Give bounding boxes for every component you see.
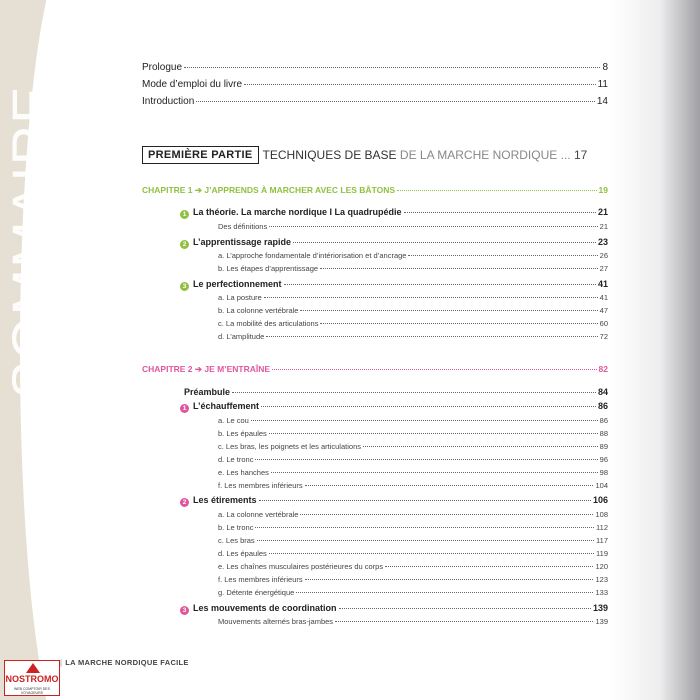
section-label: Les mouvements de coordination: [193, 603, 337, 613]
part-box: PREMIÈRE PARTIE: [142, 146, 259, 164]
footer-separator: |: [60, 658, 63, 667]
section-number-badge: 2: [180, 240, 189, 249]
toc-subentry[interactable]: [218, 319, 608, 328]
subentry-page: 98: [599, 468, 608, 477]
subentry-label: g. Détente énergétique: [218, 588, 295, 597]
subentry-label: f. Les membres inférieurs: [218, 481, 303, 490]
section-number-badge: 1: [180, 210, 189, 219]
logo-tagline: WEB COMPTOIR DES VOYAGEURS: [14, 687, 50, 695]
toc-subentry[interactable]: [218, 416, 608, 425]
part-title-light: DE LA MARCHE NORDIQUE: [399, 148, 558, 162]
entry-page: 11: [597, 79, 608, 90]
subentry-label: e. Les chaînes musculaires postérieures du corps: [218, 562, 384, 571]
chapter-1-heading[interactable]: [142, 185, 608, 196]
section-label: L’apprentissage rapide: [193, 237, 292, 247]
toc-subentry[interactable]: [218, 442, 608, 451]
logo-name: NOSTROMO: [5, 674, 59, 684]
chapter-page: 19: [598, 185, 608, 195]
section-page: 21: [597, 207, 608, 217]
section-page: 139: [592, 603, 608, 613]
page-gutter-shadow: [610, 0, 700, 700]
subentry-page: 123: [595, 575, 608, 584]
subentry-page: 119: [596, 549, 608, 558]
toc-entry-introduction[interactable]: [142, 96, 608, 107]
subentry-page: 89: [599, 442, 608, 451]
toc-subentry[interactable]: [218, 293, 608, 302]
toc-preamble[interactable]: [184, 387, 608, 397]
subentry-label: c. La mobilité des articulations: [218, 319, 319, 328]
subentry-page: 21: [599, 222, 608, 231]
toc-section[interactable]: [180, 401, 608, 412]
subentry-page: 88: [599, 429, 608, 438]
entry-page: 8: [602, 62, 608, 73]
subentry-label: c. Les bras: [218, 536, 255, 545]
nostromo-logo: [4, 658, 63, 696]
subentry-page: 117: [596, 536, 608, 545]
toc-subentry[interactable]: [218, 306, 608, 315]
section-label: La théorie. La marche nordique I La quadrupédie: [193, 207, 402, 217]
section-number-badge: 3: [180, 282, 189, 291]
entry-label: Introduction: [142, 96, 195, 107]
subentry-label: b. Les épaules: [218, 429, 267, 438]
toc-subentry[interactable]: [218, 264, 608, 273]
part-title: TECHNIQUES DE BASE DE LA MARCHE NORDIQUE ... 17: [262, 148, 588, 162]
subentry-page: 104: [595, 481, 608, 490]
preamble-page: 84: [597, 387, 608, 397]
subentry-page: 60: [599, 319, 608, 328]
subentry-label: a. La colonne vertébrale: [218, 510, 299, 519]
subentry-page: 86: [599, 416, 608, 425]
toc-section[interactable]: [180, 279, 608, 290]
section-page: 41: [597, 279, 608, 289]
toc-subentry[interactable]: [218, 575, 608, 584]
subentry-label: Des définitions: [218, 222, 268, 231]
toc-subentry[interactable]: [218, 455, 608, 464]
section-page: 23: [597, 237, 608, 247]
toc-subentry[interactable]: [218, 617, 608, 626]
subentry-label: a. La posture: [218, 293, 262, 302]
toc-subentry[interactable]: [218, 549, 608, 558]
subentry-label: c. Les bras, les poignets et les articulations: [218, 442, 361, 451]
subentry-page: 96: [599, 455, 608, 464]
section-label: Les étirements: [193, 495, 257, 505]
subentry-page: 26: [599, 251, 608, 260]
subentry-page: 133: [595, 588, 608, 597]
toc-subentry[interactable]: [218, 536, 608, 545]
subentry-page: 41: [599, 293, 608, 302]
subentry-page: 139: [595, 617, 608, 626]
toc-section[interactable]: [180, 603, 608, 614]
toc-subentry[interactable]: [218, 468, 608, 477]
toc-section[interactable]: [180, 495, 608, 506]
toc-subentry[interactable]: [218, 222, 608, 231]
subentry-page: 112: [596, 523, 608, 532]
toc-subentry[interactable]: [218, 562, 608, 571]
side-title: SOMMAIRE: [0, 85, 63, 399]
subentry-label: f. Les membres inférieurs: [218, 575, 303, 584]
entry-label: Mode d’emploi du livre: [142, 79, 243, 90]
chapter-page: 82: [598, 364, 608, 374]
section-number-badge: 1: [180, 404, 189, 413]
subentry-page: 120: [595, 562, 608, 571]
toc-subentry[interactable]: [218, 510, 608, 519]
page-footer: [60, 658, 189, 667]
chapter-label: CHAPITRE 1 ➔ J’APPRENDS À MARCHER AVEC LES BÂTONS: [142, 185, 396, 195]
subentry-label: b. Les étapes d’apprentissage: [218, 264, 319, 273]
section-page: 86: [597, 401, 608, 411]
section-number-badge: 2: [180, 498, 189, 507]
toc-entry-prologue[interactable]: [142, 62, 608, 73]
chapter-2-heading[interactable]: [142, 364, 608, 375]
part-title-bold: TECHNIQUES DE BASE: [262, 148, 397, 162]
subentry-label: d. Les épaules: [218, 549, 267, 558]
part-page: 17: [573, 148, 588, 162]
toc-subentry[interactable]: [218, 481, 608, 490]
table-of-contents: [142, 0, 608, 700]
part-heading[interactable]: [142, 144, 608, 166]
entry-label: Prologue: [142, 62, 183, 73]
toc-section[interactable]: [180, 207, 608, 218]
toc-subentry[interactable]: [218, 588, 608, 597]
subentry-page: 108: [595, 510, 608, 519]
subentry-label: e. Les hanches: [218, 468, 269, 477]
toc-subentry[interactable]: [218, 251, 608, 260]
section-label: L’échauffement: [193, 401, 260, 411]
toc-subentry[interactable]: [218, 429, 608, 438]
subentry-label: Mouvements alternés bras-jambes: [218, 617, 334, 626]
chapter-label: CHAPITRE 2 ➔ JE M’ENTRAÎNE: [142, 364, 271, 374]
toc-section[interactable]: [180, 237, 608, 248]
subentry-page: 47: [599, 306, 608, 315]
mountain-icon: [26, 663, 40, 673]
toc-entry-mode-emploi[interactable]: [142, 79, 608, 90]
footer-book-title: LA MARCHE NORDIQUE FACILE: [65, 658, 189, 667]
toc-subentry[interactable]: [218, 523, 608, 532]
preamble-label: Préambule: [184, 387, 231, 397]
section-page: 106: [592, 495, 608, 505]
entry-page: 14: [596, 96, 608, 107]
section-number-badge: 3: [180, 606, 189, 615]
subentry-label: d. Le tronc: [218, 455, 254, 464]
subentry-label: a. L’approche fondamentale d’intériorisation et d’ancrage: [218, 251, 407, 260]
subentry-label: b. La colonne vertébrale: [218, 306, 299, 315]
subentry-label: a. Le cou: [218, 416, 249, 425]
toc-subentry[interactable]: [218, 332, 608, 341]
subentry-page: 72: [599, 332, 608, 341]
subentry-label: b. Le tronc: [218, 523, 254, 532]
subentry-label: d. L’amplitude: [218, 332, 265, 341]
section-label: Le perfectionnement: [193, 279, 282, 289]
subentry-page: 27: [599, 264, 608, 273]
